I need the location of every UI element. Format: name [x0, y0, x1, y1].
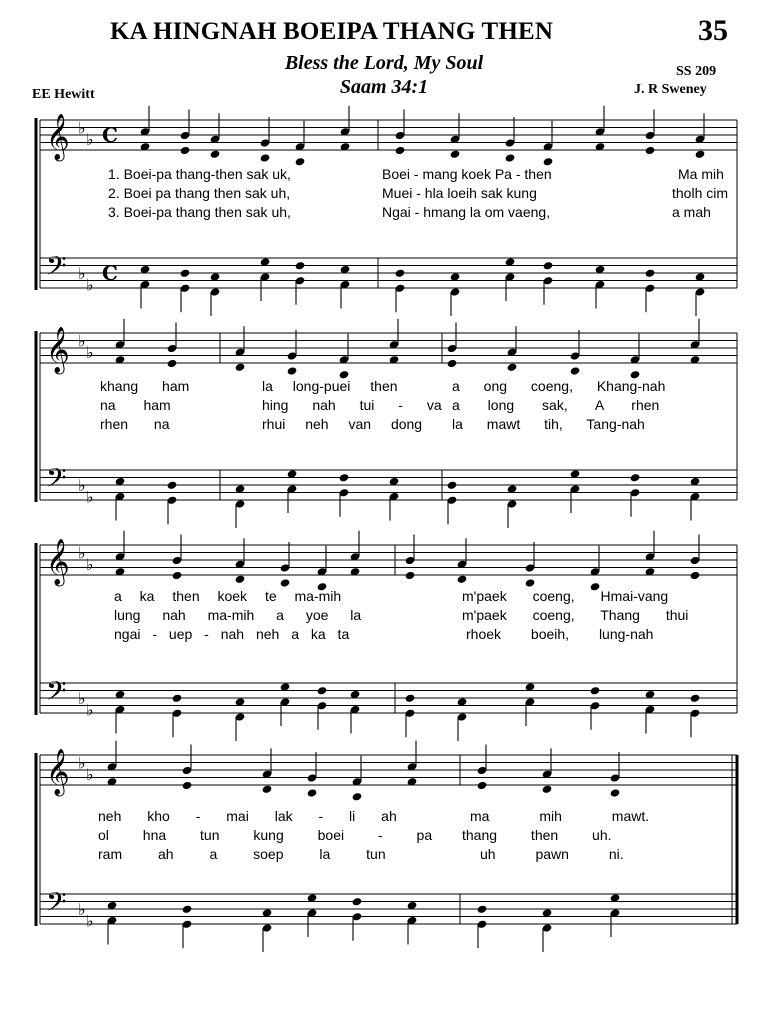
- lyric-s3-v1-a: a ka then koek te ma-mih: [114, 588, 342, 604]
- note-head: [182, 905, 193, 914]
- note-head: [690, 571, 701, 580]
- hymn-subtitle: Bless the Lord, My Soul: [284, 52, 484, 74]
- flat-icon: ♭: [78, 331, 86, 351]
- bass-clef-icon: 𝄢: [46, 675, 67, 713]
- lyric-s3-v1-b: m'paek coeng, Hmai-vang: [462, 588, 669, 604]
- note-head: [457, 575, 468, 584]
- note-head: [405, 694, 416, 703]
- lyric-s3-v2-a: lung nah ma-mih a yoe la: [114, 607, 362, 623]
- lyric-s1-v1-c: Ma mih: [678, 166, 724, 182]
- note-head: [167, 359, 178, 368]
- bass-clef-icon: 𝄢: [46, 886, 67, 924]
- note-head: [542, 785, 553, 794]
- bass-clef-icon: 𝄢: [46, 462, 67, 500]
- note-head: [570, 366, 581, 375]
- note-head: [590, 686, 601, 695]
- note-head: [180, 269, 191, 278]
- treble-clef-icon: 𝄞: [46, 327, 70, 373]
- lyric-s2-v1-c: a ong coeng, Khang-nah: [452, 378, 666, 394]
- note-head: [477, 905, 488, 914]
- lyric-s2-v1-a: khang ham: [100, 378, 190, 394]
- note-head: [645, 269, 656, 278]
- scripture-reference: Saam 34:1: [339, 76, 429, 98]
- note-head: [450, 150, 461, 159]
- lyricist-credit: EE Hewitt: [32, 87, 95, 102]
- flat-icon: ♭: [86, 554, 94, 574]
- staff-systems: [36, 106, 737, 952]
- treble-clef-icon: 𝄞: [46, 539, 70, 585]
- lyric-s2-v1-b: la long-puei then: [262, 378, 398, 394]
- lyric-s4-v2-b: thang then uh.: [462, 827, 612, 843]
- lyric-s2-v3-b: rhui neh van dong: [262, 416, 423, 432]
- flat-icon: ♭: [78, 264, 86, 283]
- lyric-s3-v3-a: ngai - uep - nah neh a ka ta: [114, 626, 350, 642]
- note-head: [180, 146, 191, 155]
- lyric-s2-v3-a: rhen na: [100, 416, 170, 432]
- lyric-s4-v1-a: neh kho - mai lak - li ah: [98, 808, 397, 824]
- note-head: [395, 146, 406, 155]
- note-head: [262, 785, 273, 794]
- lyric-s1-v1-a: 1. Boei-pa thang-then sak uk,: [108, 166, 291, 182]
- treble-clef-icon: 𝄞: [46, 749, 70, 795]
- note-head: [525, 578, 536, 587]
- note-head: [447, 359, 458, 368]
- note-head: [395, 269, 406, 278]
- songbook-reference: SS 209: [676, 64, 717, 79]
- lyric-s1-v2-b: Muei - hla loeih sak kung: [382, 185, 537, 201]
- lyric-s3-v3-b: rhoek boeih, lung-nah: [466, 626, 654, 642]
- treble-clef-icon: 𝄞: [46, 114, 70, 160]
- note-head: [543, 261, 554, 270]
- flat-icon: ♭: [86, 764, 94, 784]
- note-head: [690, 694, 701, 703]
- hymn-number: 35: [698, 14, 728, 47]
- lyric-s4-v1-b: ma mih mawt.: [470, 808, 650, 824]
- note-head: [307, 788, 318, 797]
- note-head: [280, 578, 291, 587]
- flat-icon: ♭: [78, 476, 86, 495]
- lyric-s1-v2-a: 2. Boei pa thang then sak uh,: [108, 185, 291, 201]
- note-head: [260, 153, 271, 162]
- lyric-s1-v3-c: a mah: [672, 204, 711, 220]
- lyric-s1-v3-a: 3. Boei-pa thang then sak uh,: [108, 204, 291, 220]
- note-head: [172, 694, 183, 703]
- note-head: [172, 571, 183, 580]
- note-head: [477, 781, 488, 790]
- lyric-s1-v1-b: Boei - mang koek Pa - then: [382, 166, 552, 182]
- lyric-s2-v2-c: a long sak, A rhen: [452, 397, 660, 413]
- note-head: [295, 261, 306, 270]
- note-head: [645, 146, 656, 155]
- flat-icon: ♭: [78, 543, 86, 563]
- note-head: [235, 575, 246, 584]
- note-head: [505, 153, 516, 162]
- note-head: [167, 481, 178, 490]
- lyric-s4-v3-b: uh pawn ni.: [480, 846, 624, 862]
- bass-clef-icon: 𝄢: [46, 250, 67, 288]
- note-head: [235, 363, 246, 372]
- lyric-s2-v2-a: na ham: [100, 397, 171, 413]
- lyric-s2-v2-b: hing nah tui - va: [262, 397, 442, 413]
- hymn-title: KA HINGNAH BOEIPA THANG THEN: [110, 18, 554, 45]
- flat-icon: ♭: [78, 689, 86, 708]
- note-head: [507, 363, 518, 372]
- lyric-s1-v2-c: tholh cim: [672, 185, 729, 201]
- lyric-s4-v3-a: ram ah a soep la tun: [98, 846, 386, 862]
- flat-icon: ♭: [78, 900, 86, 919]
- note-head: [695, 150, 706, 159]
- flat-icon: ♭: [78, 753, 86, 773]
- note-head: [182, 781, 193, 790]
- flat-icon: ♭: [86, 911, 94, 931]
- lyric-s3-v2-b: m'paek coeng, Thang thui: [462, 607, 689, 623]
- note-head: [339, 473, 350, 482]
- common-time-icon: C: [102, 123, 118, 147]
- flat-icon: ♭: [86, 342, 94, 362]
- lyric-s2-v3-c: la mawt tih, Tang-nah: [452, 416, 645, 432]
- note-head: [405, 571, 416, 580]
- note-head: [352, 792, 363, 801]
- note-head: [295, 157, 306, 166]
- note-head: [287, 366, 298, 375]
- note-head: [210, 150, 221, 159]
- flat-icon: ♭: [86, 275, 94, 295]
- flat-icon: ♭: [86, 700, 94, 720]
- note-head: [630, 473, 641, 482]
- lyric-s1-v3-b: Ngai - hmang la om vaeng,: [382, 204, 551, 220]
- common-time-icon: C: [102, 261, 118, 285]
- flat-icon: ♭: [86, 487, 94, 507]
- lyric-s4-v2-a: ol hna tun kung boei - pa: [98, 827, 433, 843]
- flat-icon: ♭: [78, 118, 86, 138]
- flat-icon: ♭: [86, 129, 94, 149]
- note-head: [610, 788, 621, 797]
- note-head: [352, 897, 363, 906]
- composer-credit: J. R Sweney: [634, 82, 707, 97]
- note-head: [317, 686, 328, 695]
- note-head: [447, 481, 458, 490]
